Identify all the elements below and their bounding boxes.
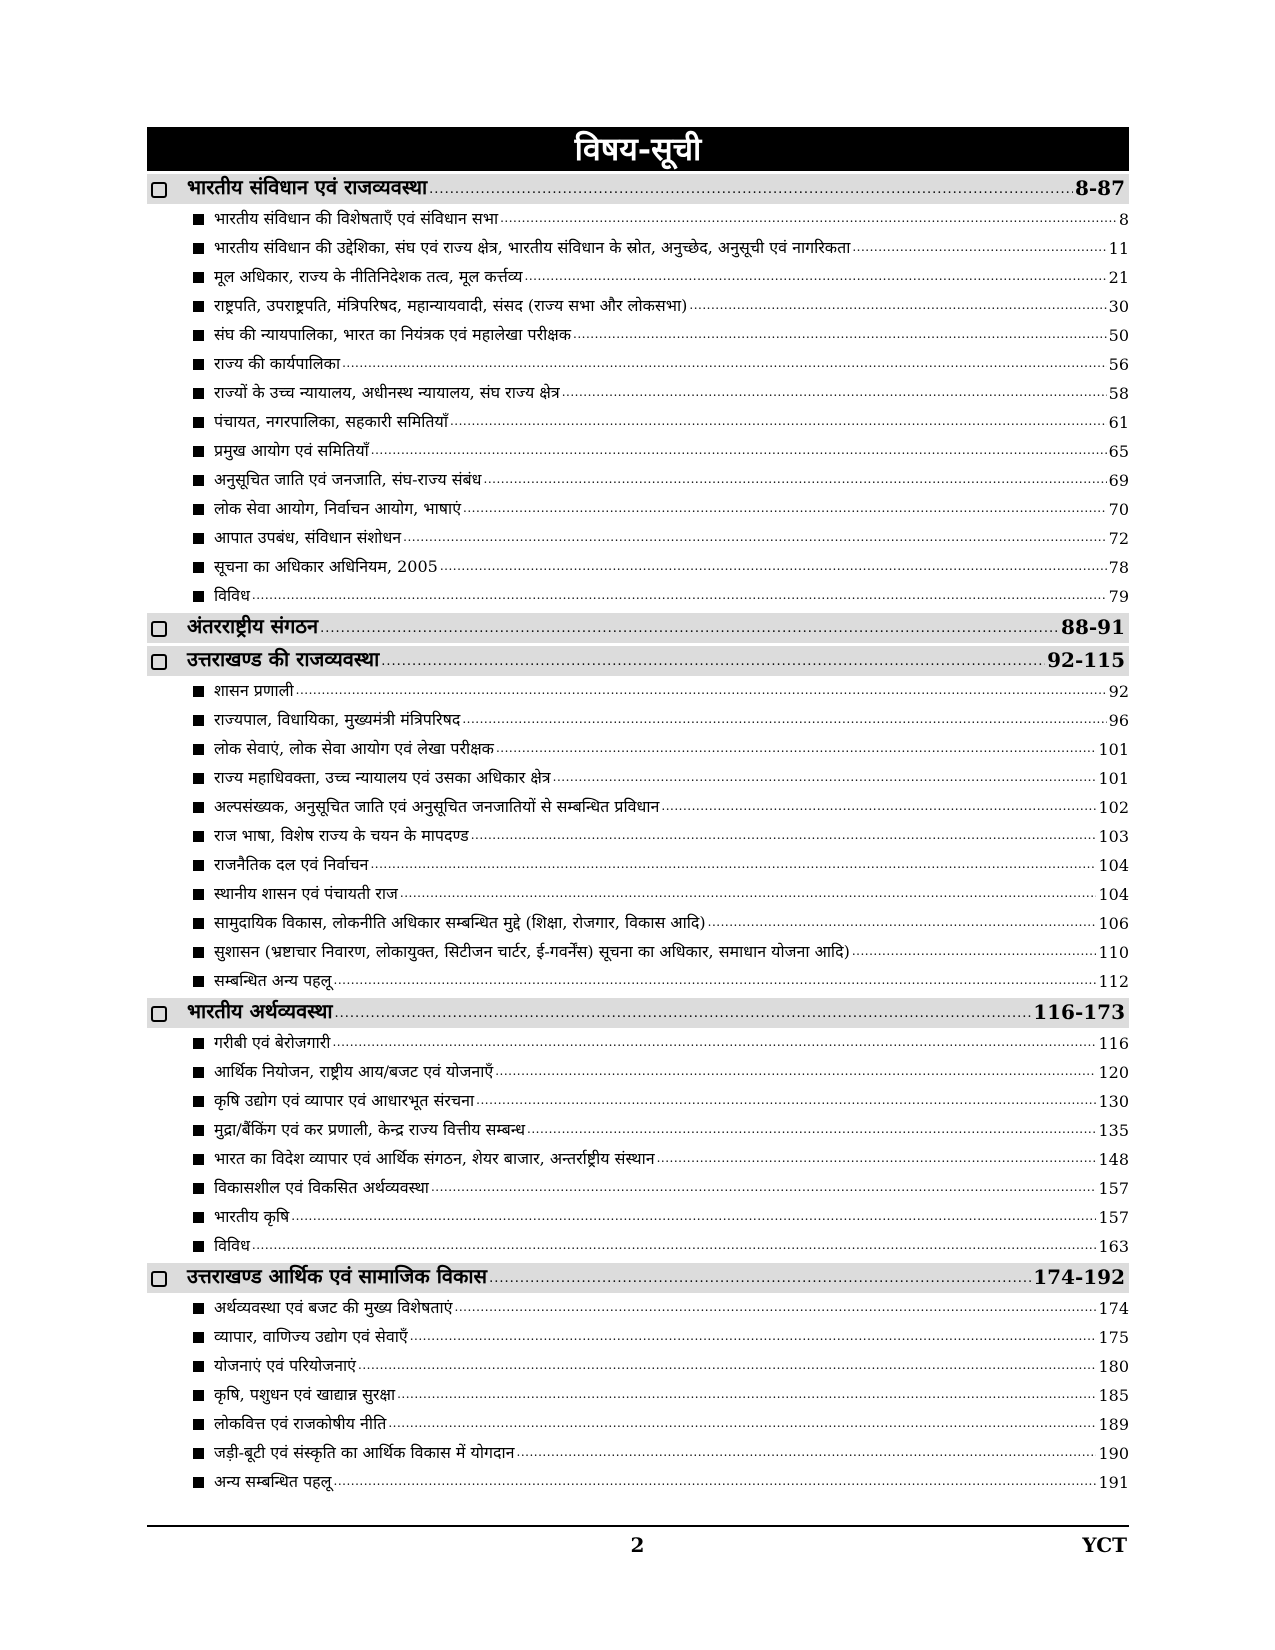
section-page-range: 92-115: [1047, 648, 1125, 672]
entry-page: 190: [1098, 1444, 1129, 1463]
dot-leader: [495, 1060, 1096, 1079]
toc-entry: [147, 763, 1129, 792]
entry-page: 56: [1108, 355, 1129, 374]
toc-entry: [147, 879, 1129, 908]
square-bullet-icon: [193, 1183, 204, 1194]
dot-leader: [852, 940, 1097, 959]
dot-leader: [397, 1383, 1096, 1402]
dot-leader: [527, 1118, 1096, 1137]
entry-page: 180: [1098, 1357, 1129, 1376]
section-heading: [147, 1263, 1129, 1293]
entry-page: 103: [1098, 827, 1129, 846]
checkbox-icon: [151, 1006, 167, 1022]
dot-leader: [553, 766, 1097, 785]
square-bullet-icon: [193, 947, 204, 958]
entry-title: सुशासन (भ्रष्टाचार निवारण, लोकायुक्त, सिटीजन चार्टर, ई-गवर्नेंस) सूचना का अधिकार, समाधान योजना आदि): [214, 942, 850, 961]
toc-entry: [147, 908, 1129, 937]
entry-title: राज भाषा, विशेष राज्य के चयन के मापदण्ड: [214, 826, 469, 845]
entry-title: आपात उपबंध, संविधान संशोधन: [214, 528, 402, 547]
toc-entry: [147, 494, 1129, 523]
dot-leader: [400, 882, 1097, 901]
entry-page: 92: [1108, 682, 1129, 701]
square-bullet-icon: [193, 359, 204, 370]
page-title: विषय-सूची: [147, 127, 1129, 171]
entry-title: लोक सेवाएं, लोक सेवा आयोग एवं लेखा परीक्षक: [214, 739, 494, 758]
toc-entry: [147, 262, 1129, 291]
entry-page: 61: [1108, 413, 1129, 432]
entry-page: 58: [1108, 384, 1129, 403]
entry-title: योजनाएं एवं परियोजनाएं: [214, 1356, 357, 1375]
square-bullet-icon: [193, 1390, 204, 1401]
entry-title: प्रमुख आयोग एवं समितियाँ: [214, 441, 369, 460]
square-bullet-icon: [193, 243, 204, 254]
entry-page: 112: [1098, 972, 1129, 991]
entry-page: 65: [1108, 442, 1129, 461]
dot-leader: [661, 795, 1096, 814]
dot-leader: [371, 439, 1107, 458]
dot-leader: [657, 1147, 1097, 1166]
square-bullet-icon: [193, 1419, 204, 1430]
entry-title: संघ की न्यायपालिका, भारत का नियंत्रक एवं महालेखा परीक्षक: [214, 325, 572, 344]
section-title: उत्तराखण्ड आर्थिक एवं सामाजिक विकास: [187, 1264, 488, 1288]
dot-leader: [410, 1325, 1097, 1344]
entry-title: लोकवित्त एवं राजकोषीय नीति: [214, 1414, 387, 1433]
square-bullet-icon: [193, 1303, 204, 1314]
dot-leader: [332, 1031, 1096, 1050]
dot-leader: [489, 1267, 1031, 1286]
entry-title: विकासशील एवं विकसित अर्थव्यवस्था: [214, 1178, 429, 1197]
entry-page: 96: [1108, 711, 1129, 730]
section-page-range: 88-91: [1061, 615, 1125, 639]
square-bullet-icon: [193, 214, 204, 225]
square-bullet-icon: [193, 686, 204, 697]
dot-leader: [429, 178, 1073, 197]
entry-page: 185: [1098, 1386, 1129, 1405]
entry-title: मूल अधिकार, राज्य के नीतिनिदेशक तत्व, मूल कर्त्तव्य: [214, 267, 523, 286]
square-bullet-icon: [193, 1125, 204, 1136]
entry-page: 163: [1098, 1237, 1129, 1256]
square-bullet-icon: [193, 773, 204, 784]
square-bullet-icon: [193, 976, 204, 987]
entry-title: व्यापार, वाणिज्य उद्योग एवं सेवाएँ: [214, 1327, 408, 1346]
entry-title: अर्थव्यवस्था एवं बजट की मुख्य विशेषताएं: [214, 1298, 453, 1317]
toc-entry: [147, 436, 1129, 465]
entry-page: 175: [1098, 1328, 1129, 1347]
toc-entry: [147, 291, 1129, 320]
square-bullet-icon: [193, 591, 204, 602]
dot-leader: [431, 1176, 1097, 1195]
dot-leader: [320, 617, 1059, 636]
toc-entry: [147, 204, 1129, 233]
entry-page: 8: [1118, 210, 1129, 229]
dot-leader: [291, 1205, 1096, 1224]
section-title: भारतीय संविधान एवं राजव्यवस्था: [187, 175, 428, 199]
section-title: उत्तराखण्ड की राजव्यवस्था: [187, 647, 380, 671]
dot-leader: [463, 497, 1107, 516]
entry-page: 79: [1108, 587, 1129, 606]
toc-entry: [147, 1231, 1129, 1260]
dot-leader: [471, 824, 1097, 843]
square-bullet-icon: [193, 272, 204, 283]
entry-title: पंचायत, नगरपालिका, सहकारी समितियाँ: [214, 412, 448, 431]
entry-title: अन्य सम्बन्धित पहलू: [214, 1472, 332, 1491]
dot-leader: [334, 1470, 1097, 1489]
table-of-contents: [147, 127, 1129, 1496]
square-bullet-icon: [193, 1038, 204, 1049]
entry-page: 21: [1108, 268, 1129, 287]
dot-leader: [296, 679, 1107, 698]
page-number: 2: [630, 1533, 645, 1557]
entry-page: 110: [1098, 943, 1129, 962]
entry-page: 104: [1098, 885, 1129, 904]
toc-entry: [147, 1144, 1129, 1173]
dot-leader: [476, 1089, 1096, 1108]
toc-entry: [147, 1409, 1129, 1438]
square-bullet-icon: [193, 446, 204, 457]
toc-body: [147, 174, 1129, 1496]
dot-leader: [358, 1354, 1096, 1373]
toc-entry: [147, 349, 1129, 378]
entry-title: कृषि, पशुधन एवं खाद्यान्न सुरक्षा: [214, 1385, 396, 1404]
toc-entry: [147, 233, 1129, 262]
square-bullet-icon: [193, 1067, 204, 1078]
square-bullet-icon: [193, 504, 204, 515]
toc-entry: [147, 552, 1129, 581]
dot-leader: [484, 468, 1107, 487]
checkbox-icon: [151, 621, 167, 637]
dot-leader: [500, 207, 1117, 226]
toc-entry: [147, 1057, 1129, 1086]
toc-entry: [147, 1115, 1129, 1144]
square-bullet-icon: [193, 330, 204, 341]
toc-entry: [147, 1322, 1129, 1351]
entry-page: 72: [1108, 529, 1129, 548]
entry-page: 157: [1098, 1208, 1129, 1227]
toc-entry: [147, 465, 1129, 494]
dot-leader: [403, 526, 1106, 545]
square-bullet-icon: [193, 889, 204, 900]
toc-entry: [147, 1293, 1129, 1322]
toc-entry: [147, 1438, 1129, 1467]
toc-entry: [147, 850, 1129, 879]
entry-page: 102: [1098, 798, 1129, 817]
entry-title: राजनैतिक दल एवं निर्वाचन: [214, 855, 369, 874]
toc-entry: [147, 1380, 1129, 1409]
entry-title: आर्थिक नियोजन, राष्ट्रीय आय/बजट एवं योजनाएँ: [214, 1062, 494, 1081]
dot-leader: [252, 584, 1107, 603]
entry-title: लोक सेवा आयोग, निर्वाचन आयोग, भाषाएं: [214, 499, 462, 518]
entry-title: मुद्रा/बैंकिंग एवं कर प्रणाली, केन्द्र राज्य वित्तीय सम्बन्ध: [214, 1120, 526, 1139]
toc-entry: [147, 581, 1129, 610]
entry-title: भारतीय संविधान की विशेषताएँ एवं संविधान सभा: [214, 209, 499, 228]
dot-leader: [335, 1002, 1032, 1021]
square-bullet-icon: [193, 1154, 204, 1165]
dot-leader: [573, 323, 1107, 342]
square-bullet-icon: [193, 1332, 204, 1343]
entry-title: राज्यों के उच्च न्यायालय, अधीनस्थ न्यायालय, संघ राज्य क्षेत्र: [214, 383, 560, 402]
square-bullet-icon: [193, 860, 204, 871]
entry-page: 148: [1098, 1150, 1129, 1169]
toc-entry: [147, 821, 1129, 850]
square-bullet-icon: [193, 1477, 204, 1488]
entry-page: 101: [1098, 740, 1129, 759]
entry-title: विविध: [214, 586, 250, 605]
toc-entry: [147, 937, 1129, 966]
section-page-range: 174-192: [1033, 1265, 1125, 1289]
square-bullet-icon: [193, 1096, 204, 1107]
entry-title: जड़ी-बूटी एवं संस्कृति का आर्थिक विकास में योगदान: [214, 1443, 515, 1462]
entry-title: भारतीय कृषि: [214, 1207, 290, 1226]
dot-leader: [388, 1412, 1096, 1431]
square-bullet-icon: [193, 475, 204, 486]
entry-page: 30: [1108, 297, 1129, 316]
section-title: अंतरराष्ट्रीय संगठन: [187, 614, 319, 638]
entry-title: भारत का विदेश व्यापार एवं आर्थिक संगठन, शेयर बाजार, अन्तर्राष्ट्रीय संस्थान: [214, 1149, 655, 1168]
square-bullet-icon: [193, 744, 204, 755]
entry-title: सम्बन्धित अन्य पहलू: [214, 971, 332, 990]
section-heading: [147, 613, 1129, 643]
toc-entry: [147, 1173, 1129, 1202]
entry-title: सामुदायिक विकास, लोकनीति अधिकार सम्बन्धित मुद्दे (शिक्षा, रोजगार, विकास आदि): [214, 913, 706, 932]
dot-leader: [517, 1441, 1097, 1460]
entry-title: स्थानीय शासन एवं पंचायती राज: [214, 884, 398, 903]
dot-leader: [496, 737, 1097, 756]
square-bullet-icon: [193, 417, 204, 428]
entry-page: 106: [1098, 914, 1129, 933]
dot-leader: [252, 1234, 1097, 1253]
section-page-range: 116-173: [1033, 1000, 1125, 1024]
dot-leader: [450, 410, 1107, 429]
section-heading: [147, 998, 1129, 1028]
dot-leader: [370, 853, 1096, 872]
toc-entry: [147, 378, 1129, 407]
dot-leader: [381, 650, 1045, 669]
dot-leader: [852, 236, 1106, 255]
toc-entry: [147, 407, 1129, 436]
square-bullet-icon: [193, 831, 204, 842]
section-heading: [147, 174, 1129, 204]
dot-leader: [455, 1296, 1097, 1315]
section-title: भारतीय अर्थव्यवस्था: [187, 999, 333, 1023]
entry-page: 69: [1108, 471, 1129, 490]
entry-title: गरीबी एवं बेरोजगारी: [214, 1033, 331, 1052]
checkbox-icon: [151, 182, 167, 198]
entry-page: 50: [1108, 326, 1129, 345]
square-bullet-icon: [193, 802, 204, 813]
entry-title: राज्यपाल, विधायिका, मुख्यमंत्री मंत्रिपरिषद: [214, 710, 461, 729]
dot-leader: [440, 555, 1107, 574]
entry-page: 189: [1098, 1415, 1129, 1434]
footer-divider: [147, 1525, 1129, 1527]
entry-title: राष्ट्रपति, उपराष्ट्रपति, मंत्रिपरिषद, महान्यायवादी, संसद (राज्य सभा और लोकसभा): [214, 296, 688, 315]
square-bullet-icon: [193, 533, 204, 544]
toc-entry: [147, 966, 1129, 995]
publisher-mark: YCT: [1082, 1533, 1127, 1557]
entry-page: 120: [1098, 1063, 1129, 1082]
toc-entry: [147, 676, 1129, 705]
toc-entry: [147, 1467, 1129, 1496]
checkbox-icon: [151, 1271, 167, 1287]
square-bullet-icon: [193, 1361, 204, 1372]
entry-page: 174: [1098, 1299, 1129, 1318]
dot-leader: [689, 294, 1106, 313]
entry-title: विविध: [214, 1236, 250, 1255]
entry-page: 101: [1098, 769, 1129, 788]
entry-page: 78: [1108, 558, 1129, 577]
toc-entry: [147, 523, 1129, 552]
toc-entry: [147, 1351, 1129, 1380]
dot-leader: [342, 352, 1107, 371]
toc-entry: [147, 1202, 1129, 1231]
toc-entry: [147, 792, 1129, 821]
toc-entry: [147, 1086, 1129, 1115]
entry-title: भारतीय संविधान की उद्देशिका, संघ एवं राज्य क्षेत्र, भारतीय संविधान के स्रोत, अनुच्छेद, अनुसूची एवं नागरिकता: [214, 238, 851, 257]
square-bullet-icon: [193, 1212, 204, 1223]
square-bullet-icon: [193, 1241, 204, 1252]
dot-leader: [334, 969, 1097, 988]
entry-page: 191: [1098, 1473, 1129, 1492]
dot-leader: [562, 381, 1107, 400]
entry-page: 116: [1098, 1034, 1129, 1053]
checkbox-icon: [151, 654, 167, 670]
entry-title: राज्य की कार्यपालिका: [214, 354, 341, 373]
section-heading: [147, 646, 1129, 676]
entry-title: अल्पसंख्यक, अनुसूचित जाति एवं अनुसूचित जनजातियों से सम्बन्धित प्रविधान: [214, 797, 660, 816]
entry-page: 157: [1098, 1179, 1129, 1198]
entry-page: 104: [1098, 856, 1129, 875]
dot-leader: [462, 708, 1106, 727]
entry-page: 135: [1098, 1121, 1129, 1140]
square-bullet-icon: [193, 1448, 204, 1459]
entry-title: अनुसूचित जाति एवं जनजाति, संघ-राज्य संबंध: [214, 470, 482, 489]
entry-title: सूचना का अधिकार अधिनियम, 2005: [214, 557, 438, 576]
toc-entry: [147, 734, 1129, 763]
toc-entry: [147, 1028, 1129, 1057]
entry-title: राज्य महाधिवक्ता, उच्च न्यायालय एवं उसका अधिकार क्षेत्र: [214, 768, 551, 787]
entry-page: 11: [1108, 239, 1129, 258]
entry-title: शासन प्रणाली: [214, 681, 294, 700]
square-bullet-icon: [193, 562, 204, 573]
section-page-range: 8-87: [1074, 176, 1125, 200]
toc-entry: [147, 705, 1129, 734]
square-bullet-icon: [193, 918, 204, 929]
square-bullet-icon: [193, 715, 204, 726]
square-bullet-icon: [193, 388, 204, 399]
dot-leader: [525, 265, 1107, 284]
entry-page: 130: [1098, 1092, 1129, 1111]
toc-entry: [147, 320, 1129, 349]
entry-page: 70: [1108, 500, 1129, 519]
entry-title: कृषि उद्योग एवं व्यापार एवं आधारभूत संरचना: [214, 1091, 475, 1110]
dot-leader: [708, 911, 1097, 930]
square-bullet-icon: [193, 301, 204, 312]
